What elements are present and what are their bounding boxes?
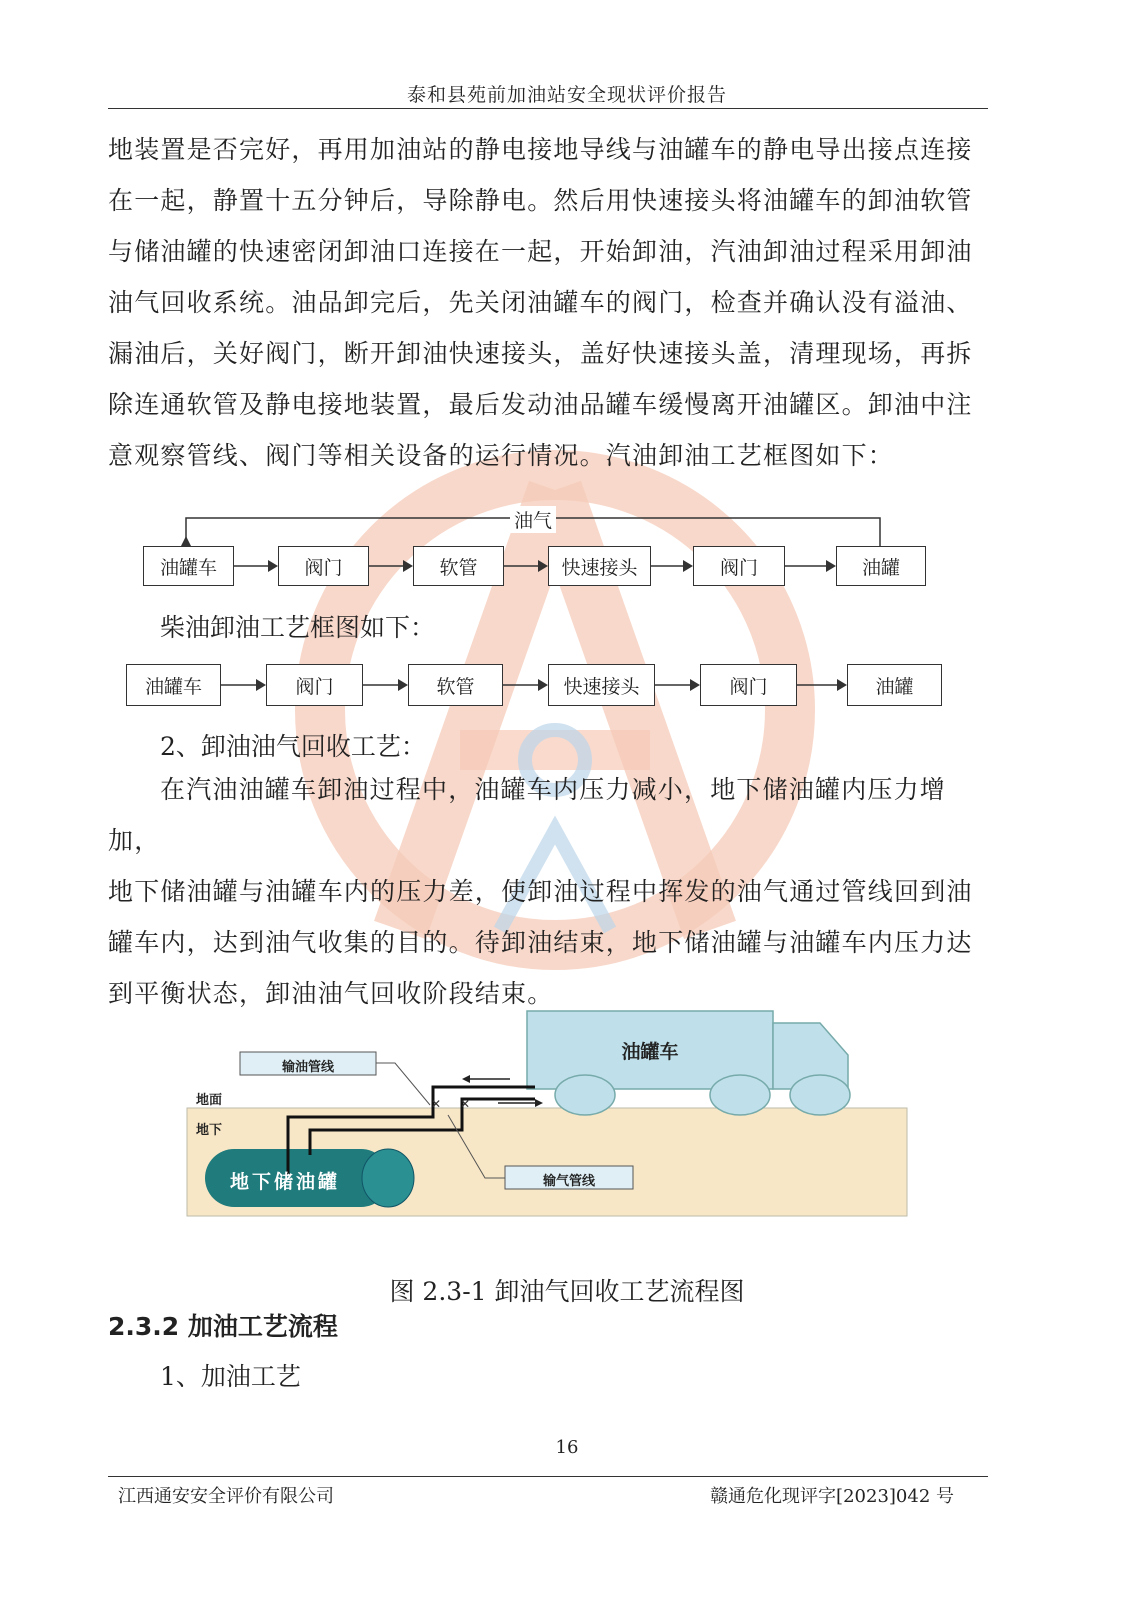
text-line: 到平衡状态，卸油油气回收阶段结束。 — [108, 979, 554, 1008]
text-line: 罐车内，达到油气收集的目的。待卸油结束，地下储油罐与油罐车内压力达 — [108, 928, 973, 957]
flow-box: 阀门 — [700, 664, 797, 706]
flow-box: 油罐 — [836, 546, 926, 586]
text-line: 在一起，静置十五分钟后，导除静电。然后用快速接头将油罐车的卸油软管 — [108, 186, 973, 215]
flow-box: 阀门 — [693, 546, 785, 586]
tank-label: 地下储油罐 — [230, 1171, 341, 1193]
flow-box: 快速接头 — [548, 546, 651, 586]
text-line: 漏油后，关好阀门，断开卸油快速接头，盖好快速接头盖，清理现场，再拆 — [108, 339, 973, 368]
footer-doc-number: 赣通危化现评字[2023]042 号 — [710, 1486, 954, 1507]
oil-line-label: 输油管线 — [281, 1060, 334, 1075]
footer-company: 江西通安安全评价有限公司 — [118, 1486, 334, 1507]
underground-label: 地下 — [196, 1123, 223, 1138]
figure-caption: 图 2.3-1 卸油气回收工艺流程图 — [389, 1277, 745, 1306]
paragraph-2 — [108, 764, 988, 1019]
ground-label: 地面 — [196, 1093, 223, 1108]
gas-line-label: 输气管线 — [542, 1174, 595, 1189]
flow-box: 阀门 — [266, 664, 363, 706]
section-heading: 2.3.2 加油工艺流程 — [108, 1312, 338, 1341]
flow-box: 软管 — [413, 546, 504, 586]
flow-box: 快速接头 — [548, 664, 655, 706]
text-line: 地下储油罐与油罐车内的压力差，使卸油过程中挥发的油气通过管线回到油 — [108, 877, 973, 906]
diesel-flow-diagram — [0, 664, 1134, 706]
list-item-1: 1、加油工艺 — [160, 1362, 301, 1391]
svg-text:✕: ✕ — [460, 1097, 471, 1111]
page-number: 16 — [555, 1437, 579, 1458]
text-line: 油气回收系统。油品卸完后，先关闭油罐车的阀门，检查并确认没有溢油、 — [108, 288, 973, 317]
gasoline-flow-diagram — [0, 500, 1134, 600]
text-line: 地装置是否完好，再用加油站的静电接地导线与油罐车的静电导出接点连接 — [108, 135, 973, 164]
svg-text:✕: ✕ — [431, 1097, 442, 1111]
flow-box: 软管 — [408, 664, 503, 706]
flow-box: 油罐车 — [126, 664, 221, 706]
header-title: 泰和县苑前加油站安全现状评价报告 — [406, 84, 727, 106]
return-label: 油气 — [510, 506, 556, 533]
header-divider — [108, 108, 988, 109]
diesel-intro: 柴油卸油工艺框图如下： — [160, 613, 436, 642]
paragraph-1 — [108, 124, 988, 481]
text-line: 与储油罐的快速密闭卸油口连接在一起，开始卸油，汽油卸油过程采用卸油 — [108, 237, 973, 266]
footer-divider — [108, 1476, 988, 1477]
subheading-vapor-recovery: 2、卸油油气回收工艺： — [160, 732, 426, 761]
vapor-recovery-figure — [180, 1005, 920, 1220]
flow-box: 油罐车 — [143, 546, 234, 586]
text-line: 在汽油油罐车卸油过程中，油罐车内压力减小，地下储油罐内压力增加， — [108, 775, 947, 855]
truck-label: 油罐车 — [621, 1041, 679, 1063]
flow-box: 阀门 — [278, 546, 369, 586]
text-line: 意观察管线、阀门等相关设备的运行情况。汽油卸油工艺框图如下： — [108, 441, 895, 470]
text-line: 除连通软管及静电接地装置，最后发动油品罐车缓慢离开油罐区。卸油中注 — [108, 390, 973, 419]
flow-box: 油罐 — [847, 664, 942, 706]
